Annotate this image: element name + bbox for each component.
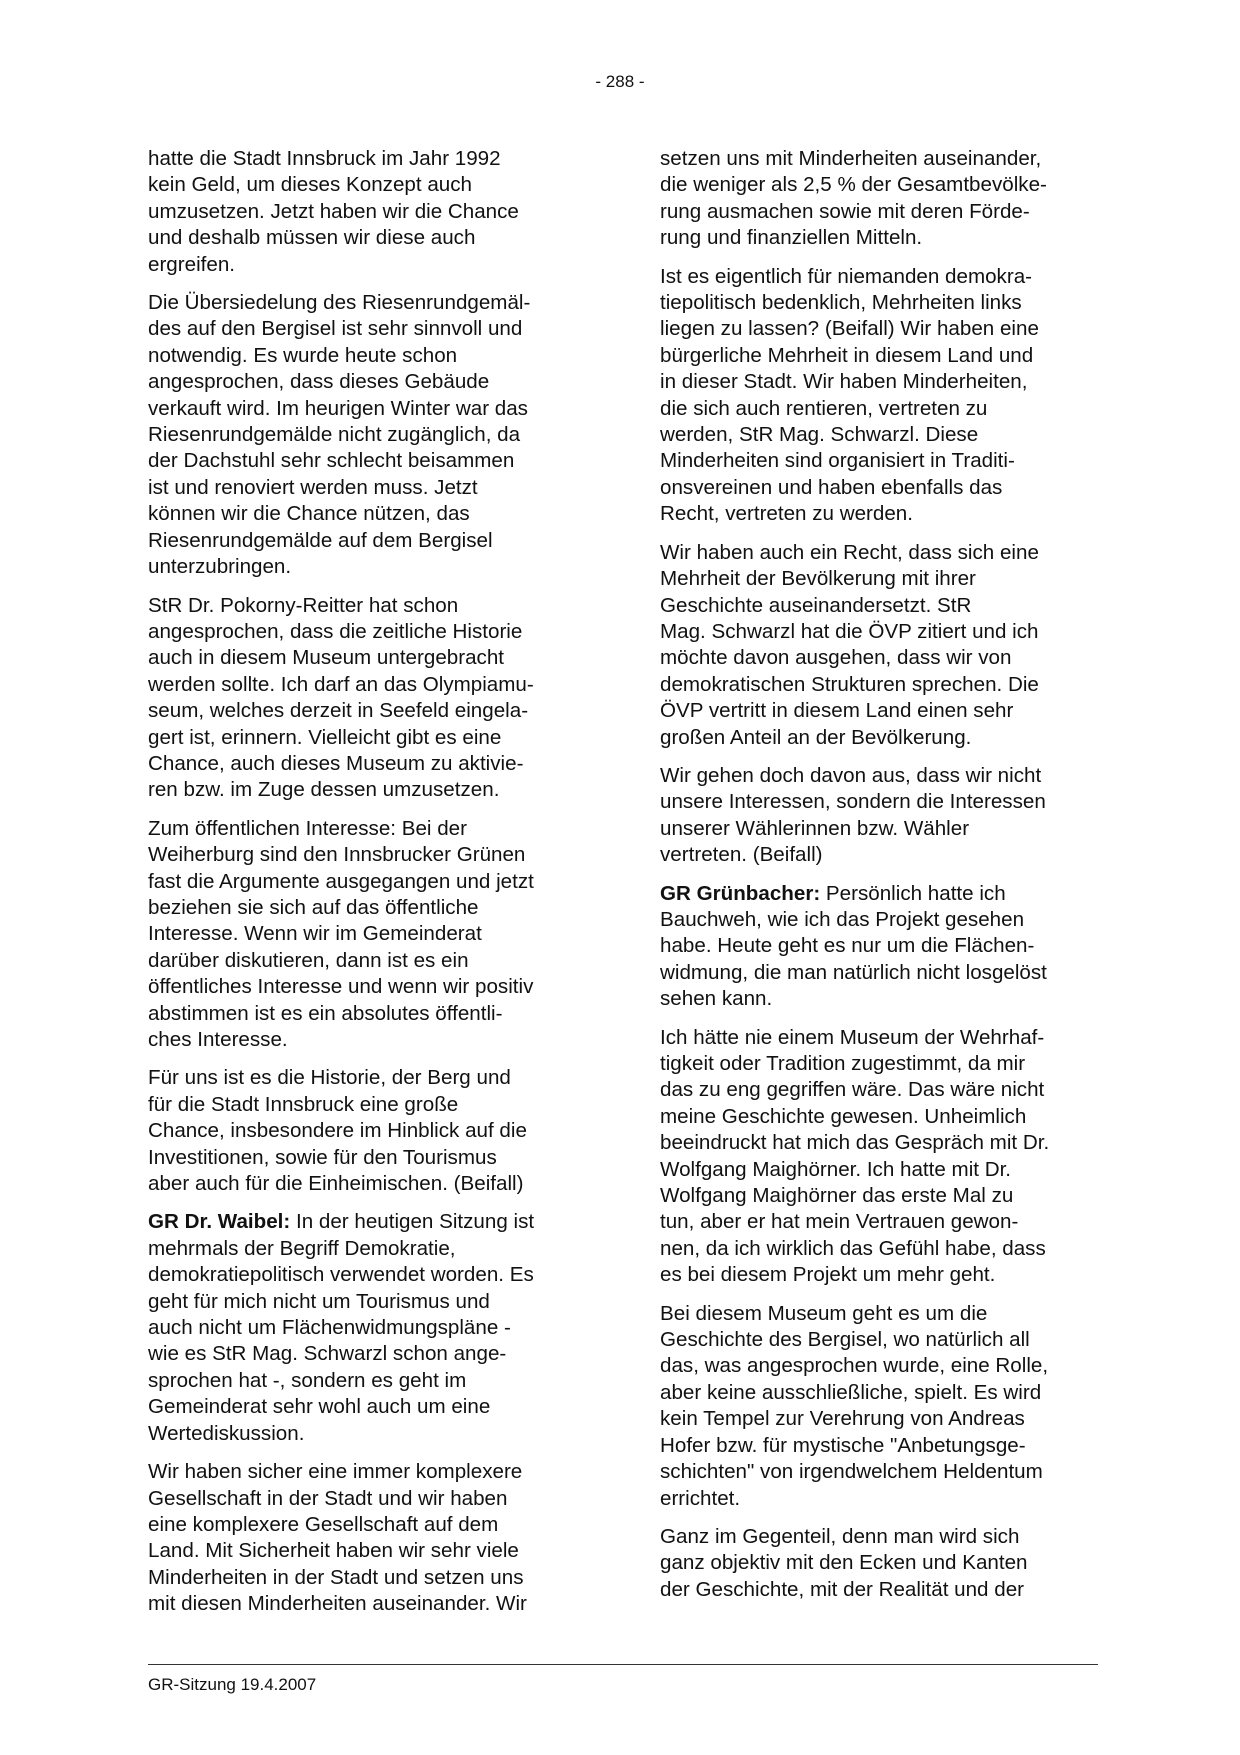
text-line: Minderheiten sind organisiert in Traditi- bbox=[660, 449, 1015, 473]
text-line: ches Interesse. bbox=[148, 1028, 288, 1051]
paragraph bbox=[660, 540, 1108, 751]
text-line: Wir haben sicher eine immer komplexere bbox=[148, 1460, 523, 1484]
text-line: nen, da ich wirklich das Gefühl habe, dass bbox=[660, 1236, 1046, 1260]
text-line: die sich auch rentieren, vertreten zu bbox=[660, 396, 988, 420]
text-line: rung und finanziellen Mitteln. bbox=[660, 226, 923, 250]
text-line: aber auch für die Einheimischen. (Beifall) bbox=[148, 1172, 524, 1196]
text-line: Investitionen, sowie für den Tourismus bbox=[148, 1145, 497, 1169]
text-line: Land. Mit Sicherheit haben wir sehr viele bbox=[148, 1539, 519, 1563]
text-line: Geschichte auseinandersetzt. StR bbox=[660, 593, 972, 617]
text-line: geht für mich nicht um Tourismus und bbox=[148, 1289, 490, 1313]
text-line: Ganz im Gegenteil, denn man wird sich bbox=[660, 1524, 1020, 1548]
paragraph bbox=[148, 1065, 596, 1197]
paragraph bbox=[148, 593, 596, 804]
footer-divider bbox=[148, 1664, 1098, 1665]
text-line: es bei diesem Projekt um mehr geht. bbox=[660, 1263, 996, 1287]
text-line: tigkeit oder Tradition zugestimmt, da mir bbox=[660, 1052, 1026, 1075]
speech-first-line bbox=[148, 1209, 596, 1235]
text-line: verkauft wird. Im heurigen Winter war das bbox=[148, 396, 528, 420]
text-line: setzen uns mit Minderheiten auseinander, bbox=[660, 147, 1042, 170]
text-line: Wolfgang Maighörner. Ich hatte mit Dr. bbox=[660, 1157, 1012, 1181]
text-line: unserer Wählerinnen bzw. Wähler bbox=[660, 816, 970, 840]
text-line: Ist es eigentlich für niemanden demokra- bbox=[660, 264, 1033, 288]
text-line: kein Geld, um dieses Konzept auch bbox=[148, 173, 472, 197]
paragraph-speech-gruenbacher bbox=[660, 881, 1108, 1013]
text-line: habe. Heute geht es nur um die Flächen- bbox=[660, 934, 1035, 958]
text-line: umzusetzen. Jetzt haben wir die Chance bbox=[148, 199, 519, 223]
paragraph bbox=[660, 1301, 1108, 1512]
paragraph bbox=[148, 816, 596, 1054]
text-line: mehrmals der Begriff Demokratie, bbox=[148, 1236, 456, 1260]
text-line: Zum öffentlichen Interesse: Bei der bbox=[148, 816, 467, 840]
text-line: ganz objektiv mit den Ecken und Kanten bbox=[660, 1551, 1028, 1575]
text-line: Gemeinderat sehr wohl auch um eine bbox=[148, 1395, 491, 1419]
paragraph bbox=[660, 264, 1108, 528]
text-line: vertreten. (Beifall) bbox=[660, 843, 823, 867]
text-line: möchte davon ausgehen, dass wir von bbox=[660, 646, 1012, 670]
text-line: Wir gehen doch davon aus, dass wir nicht bbox=[660, 763, 1042, 787]
text-line: Gesellschaft in der Stadt und wir haben bbox=[148, 1486, 508, 1510]
paragraph bbox=[660, 1524, 1108, 1603]
text-line: mit diesen Minderheiten auseinander. Wir bbox=[148, 1592, 527, 1616]
text-line: Für uns ist es die Historie, der Berg und bbox=[148, 1066, 511, 1090]
text-line: rung ausmachen sowie mit deren Förde- bbox=[660, 199, 1030, 223]
text-line: beziehen sie sich auf das öffentliche bbox=[148, 895, 479, 919]
text-line: ÖVP vertritt in diesem Land einen sehr bbox=[660, 699, 1014, 723]
text-line: auch nicht um Flächenwidmungspläne - bbox=[148, 1316, 511, 1340]
text-line: Weiherburg sind den Innsbrucker Grünen bbox=[148, 843, 526, 867]
text-line: fast die Argumente ausgegangen und jetzt bbox=[148, 869, 534, 893]
text-line: werden sollte. Ich darf an das Olympiamu- bbox=[148, 672, 534, 696]
text-line: meine Geschichte gewesen. Unheimlich bbox=[660, 1104, 1027, 1128]
text-line: hatte die Stadt Innsbruck im Jahr 1992 bbox=[148, 147, 501, 170]
text-line: seum, welches derzeit in Seefeld eingela- bbox=[148, 699, 529, 723]
text-line: notwendig. Es wurde heute schon bbox=[148, 343, 458, 367]
paragraph bbox=[148, 1459, 596, 1617]
text-line: öffentliches Interesse und wenn wir positiv bbox=[148, 975, 534, 999]
text-line: Ich hätte nie einem Museum der Wehrhaf- bbox=[660, 1025, 1045, 1049]
text-line: die weniger als 2,5 % der Gesamtbevölke- bbox=[660, 173, 1047, 197]
text-line: Riesenrundgemälde auf dem Bergisel bbox=[148, 528, 493, 552]
text-line: des auf den Bergisel ist sehr sinnvoll und bbox=[148, 317, 523, 341]
paragraph bbox=[660, 1025, 1108, 1289]
text-line: unsere Interessen, sondern die Interessen bbox=[660, 790, 1046, 814]
text-line: Recht, vertreten zu werden. bbox=[660, 502, 913, 526]
text-line: großen Anteil an der Bevölkerung. bbox=[660, 725, 972, 749]
text-line: liegen zu lassen? (Beifall) Wir haben eine bbox=[660, 317, 1039, 341]
text-line: eine komplexere Gesellschaft auf dem bbox=[148, 1512, 499, 1536]
text-line: der Dachstuhl sehr schlecht beisammen bbox=[148, 449, 515, 473]
speech-first-line bbox=[660, 881, 1108, 907]
paragraph-speech-waibel bbox=[148, 1209, 596, 1447]
text-line: Wertediskussion. bbox=[148, 1421, 305, 1445]
text-line: sprochen hat -, sondern es geht im bbox=[148, 1368, 467, 1392]
text-line: Wir haben auch ein Recht, dass sich eine bbox=[660, 540, 1039, 564]
text-line: Riesenrundgemälde nicht zugänglich, da bbox=[148, 423, 521, 447]
text-line: darüber diskutieren, dann ist es ein bbox=[148, 948, 469, 972]
text-line: Wolfgang Maighörner das erste Mal zu bbox=[660, 1184, 1014, 1208]
paragraph bbox=[148, 146, 596, 278]
text-line: das, was angesprochen wurde, eine Rolle, bbox=[660, 1354, 1049, 1378]
text-line: StR Dr. Pokorny-Reitter hat schon bbox=[148, 593, 459, 617]
text-line: Bauchweh, wie ich das Projekt gesehen bbox=[660, 907, 1025, 931]
text-line: Interesse. Wenn wir im Gemeinderat bbox=[148, 922, 482, 946]
text-line: angesprochen, dass dieses Gebäude bbox=[148, 370, 490, 394]
speech-text: Persönlich hatte ich bbox=[820, 881, 1006, 905]
left-column bbox=[148, 146, 596, 1630]
text-line: können wir die Chance nützen, das bbox=[148, 502, 470, 526]
text-line: aber keine ausschließliche, spielt. Es wird bbox=[660, 1380, 1042, 1404]
paragraph bbox=[660, 763, 1108, 869]
text-line: widmung, die man natürlich nicht losgelöst bbox=[660, 960, 1047, 984]
text-line: tun, aber er hat mein Vertrauen gewon- bbox=[660, 1210, 1019, 1234]
text-line: in dieser Stadt. Wir haben Minderheiten, bbox=[660, 370, 1028, 394]
text-line: Die Übersiedelung des Riesenrundgemäl- bbox=[148, 291, 531, 315]
speaker-name: GR Dr. Waibel: bbox=[148, 1210, 291, 1234]
text-line: auch in diesem Museum untergebracht bbox=[148, 646, 505, 670]
text-line: ergreifen. bbox=[148, 252, 236, 276]
text-line: der Geschichte, mit der Realität und der bbox=[660, 1577, 1025, 1601]
text-line: beeindruckt hat mich das Gespräch mit Dr. bbox=[660, 1131, 1050, 1155]
text-line: Geschichte des Bergisel, wo natürlich all bbox=[660, 1328, 1030, 1352]
page-number: - 288 - bbox=[595, 72, 645, 91]
text-line: ist und renoviert werden muss. Jetzt bbox=[148, 475, 478, 499]
text-line: für die Stadt Innsbruck eine große bbox=[148, 1092, 459, 1116]
text-line: Chance, insbesondere im Hinblick auf die bbox=[148, 1119, 527, 1143]
text-line: sehen kann. bbox=[660, 987, 773, 1011]
text-line: Chance, auch dieses Museum zu aktivie- bbox=[148, 751, 524, 775]
text-line: demokratischen Strukturen sprechen. Die bbox=[660, 672, 1039, 696]
text-line: Mehrheit der Bevölkerung mit ihrer bbox=[660, 567, 976, 591]
text-line: abstimmen ist es ein absolutes öffentli- bbox=[148, 1001, 503, 1025]
text-line: onsvereinen und haben ebenfalls das bbox=[660, 475, 1003, 499]
text-line: errichtet. bbox=[660, 1486, 741, 1510]
text-line: tiepolitisch bedenklich, Mehrheiten links bbox=[660, 291, 1022, 315]
paragraph bbox=[660, 146, 1108, 252]
speech-text: In der heutigen Sitzung ist bbox=[290, 1210, 535, 1234]
text-line: kein Tempel zur Verehrung von Andreas bbox=[660, 1407, 1025, 1431]
text-line: ren bzw. im Zuge dessen umzusetzen. bbox=[148, 778, 500, 802]
text-line: gert ist, erinnern. Vielleicht gibt es eine bbox=[148, 725, 502, 749]
speaker-name: GR Grünbacher: bbox=[660, 881, 821, 905]
text-line: unterzubringen. bbox=[148, 555, 292, 579]
paragraph bbox=[148, 290, 596, 580]
text-line: Hofer bzw. für mystische "Anbetungsge- bbox=[660, 1433, 1026, 1457]
text-line: wie es StR Mag. Schwarzl schon ange- bbox=[148, 1342, 507, 1366]
footer-session-label: GR-Sitzung 19.4.2007 bbox=[148, 1675, 317, 1694]
text-line: bürgerliche Mehrheit in diesem Land und bbox=[660, 343, 1034, 367]
text-line: Minderheiten in der Stadt und setzen uns bbox=[148, 1565, 524, 1589]
text-line: Mag. Schwarzl hat die ÖVP zitiert und ich bbox=[660, 619, 1039, 643]
text-line: das zu eng gegriffen wäre. Das wäre nicht bbox=[660, 1078, 1045, 1102]
text-line: Bei diesem Museum geht es um die bbox=[660, 1301, 988, 1325]
right-column bbox=[660, 146, 1108, 1615]
text-line: schichten" von irgendwelchem Heldentum bbox=[660, 1460, 1043, 1484]
text-line: angesprochen, dass die zeitliche Historie bbox=[148, 619, 523, 643]
text-line: und deshalb müssen wir diese auch bbox=[148, 226, 476, 250]
text-line: werden, StR Mag. Schwarzl. Diese bbox=[660, 423, 979, 447]
text-line: demokratiepolitisch verwendet worden. Es bbox=[148, 1263, 534, 1287]
